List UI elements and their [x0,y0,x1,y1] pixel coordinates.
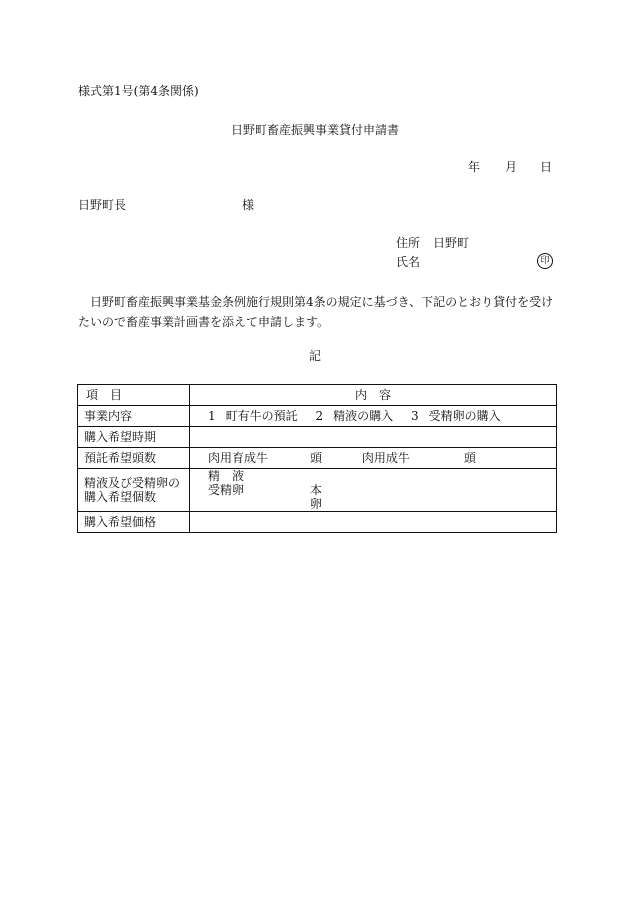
head-count-item: 肉用育成牛 頭 [208,451,322,465]
business-options-cell [190,406,557,427]
table-row [78,448,557,469]
header-content: 内 容 [190,385,557,406]
address-label: 住所 [396,236,421,250]
header-item: 項 目 [78,385,190,406]
row-label-head-count: 預託希望頭数 [78,448,190,469]
date-year-label: 年 [468,160,481,174]
form-number: 様式第1号(第4条関係) [78,84,199,98]
quantity-item: 受精卵 卵 [208,483,322,511]
price-value-cell [190,512,557,533]
table-row [78,469,557,512]
row-label-business: 事業内容 [78,406,190,427]
business-option: 3 受精卵の購入 [410,409,501,423]
addressee-honorific: 様 [242,198,255,212]
row-label-period: 購入希望時期 [78,427,190,448]
table-row [78,406,557,427]
quantity-item: 精 液 本 [208,469,322,497]
business-option: 2 精液の購入 [315,409,394,423]
address-value: 日野町 [433,236,470,250]
addressee: 日野町長 [78,198,127,212]
name-label: 氏名 [396,255,421,269]
body-text: 日野町畜産振興事業基金条例施行規則第4条の規定に基づき、下記のとおり貸付を受けたいので畜産事業計画書を添えて申請します。 [78,295,554,329]
period-value-cell [190,427,557,448]
table-header-row [78,385,557,406]
application-table [77,384,557,533]
seal-icon: 印 [537,253,553,269]
date-day-label: 日 [540,160,553,174]
ki-heading: 記 [308,349,321,363]
date-month-label: 月 [505,160,518,174]
quantity-cell [190,469,557,512]
page-title: 日野町畜産振興事業貸付申請書 [230,123,399,137]
head-count-cell [190,448,557,469]
row-label-price: 購入希望価格 [78,512,190,533]
table-row [78,512,557,533]
table-row [78,427,557,448]
head-count-item: 肉用成牛 頭 [361,451,476,465]
business-option: 1 町有牛の預託 [208,409,298,423]
row-label-quantity: 精液及び受精卵の 購入希望個数 [78,469,190,512]
